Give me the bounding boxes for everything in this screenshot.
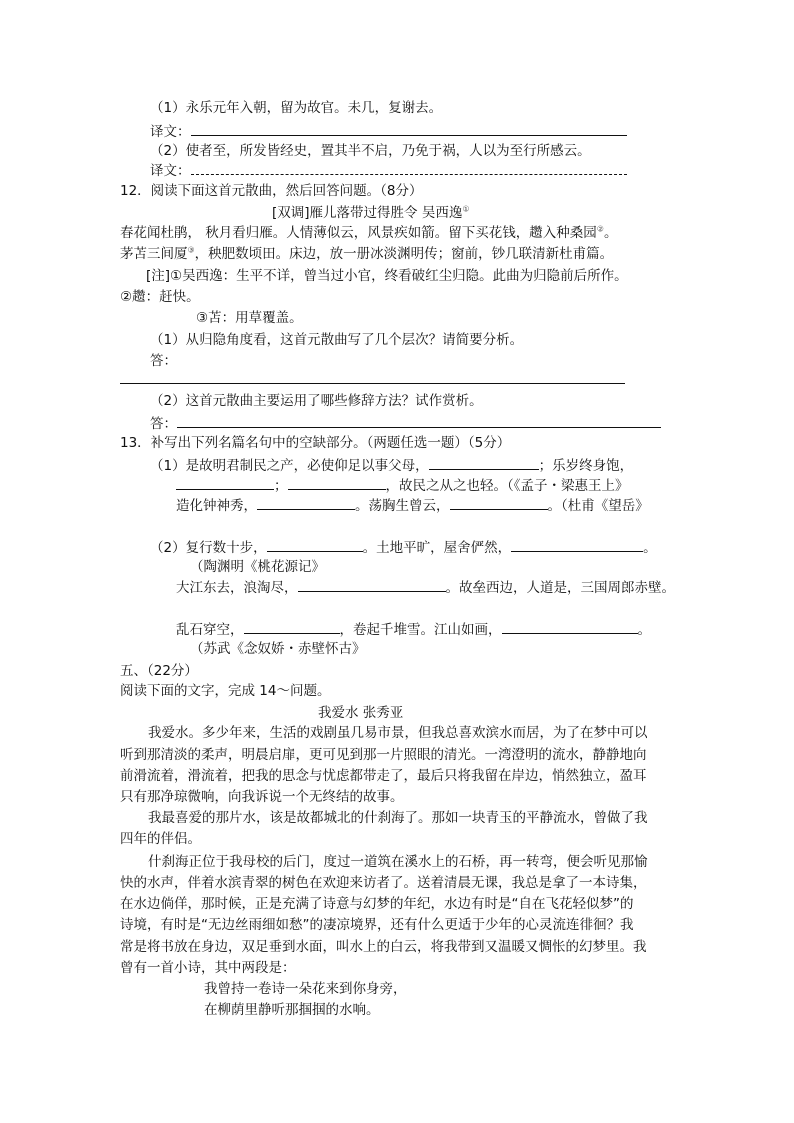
q13-line-3 bbox=[176, 494, 649, 517]
quote-text: 大江东去，浪淘尽， bbox=[176, 580, 298, 596]
translation-label: 译文： bbox=[150, 163, 191, 179]
blank[interactable] bbox=[176, 474, 274, 490]
essay-line: 我最喜爱的那片水，该是故都城北的什刹海了。那如一块青玉的平静流水，曾做了我 bbox=[148, 810, 648, 826]
answer-label: 答： bbox=[150, 416, 177, 432]
quote-text: ，卷起千堆雪。江山如画， bbox=[339, 622, 502, 638]
q12-sub-question-1: （1）从归隐角度看，这首元散曲写了几个层次？请简要分析。 bbox=[150, 332, 524, 348]
essay-line: 前滑流着，滑流着，把我的思念与忧虑都带走了，最后只将我留在岸边，悄然独立，盈耳 bbox=[120, 768, 647, 784]
q12-poem-title bbox=[272, 202, 470, 224]
blank[interactable] bbox=[502, 618, 638, 634]
q12-note-2: ②趱：赶快。 bbox=[120, 289, 200, 305]
quote-text: ，故民之从之也轻。（《孟子・梁惠王上》 bbox=[385, 478, 629, 494]
answer-line[interactable] bbox=[191, 120, 627, 136]
quote-text: 。 bbox=[643, 540, 657, 556]
poem-line: 我曾持一卷诗一朵花来到你身旁， bbox=[204, 981, 407, 997]
blank[interactable] bbox=[511, 536, 643, 552]
q12-answer-label-1: 答： bbox=[150, 353, 177, 369]
answer-line[interactable] bbox=[177, 412, 661, 428]
answer-line[interactable] bbox=[120, 383, 625, 384]
blank[interactable] bbox=[450, 494, 548, 510]
section-instruction: 阅读下面的文字，完成 14～问题。 bbox=[120, 683, 331, 699]
blank[interactable] bbox=[257, 494, 355, 510]
verse-text: ，秧肥数顷田。床边，放一册冰淡渊明传；窗前，钞几联清新杜甫篇。 bbox=[194, 246, 614, 262]
essay-line: 诗境，有时是“无边丝雨细如愁”的凄凉境界，还有什么更适于少年的心灵流连徘徊？我 bbox=[120, 917, 634, 933]
essay-line: 我爱水。多少年来，生活的戏剧虽几易市景，但我总喜欢滨水而居，为了在梦中可以 bbox=[148, 725, 648, 741]
essay-line: 曾有一首小诗，其中两段是： bbox=[120, 960, 296, 976]
blank[interactable] bbox=[267, 536, 363, 552]
essay-line: 快的水声，伴着水滨青翠的树色在欢迎来访者了。送着清晨无课，我总是拿了一本诗集， bbox=[120, 875, 647, 891]
blank[interactable] bbox=[244, 618, 340, 634]
verse-text: 茅苫三间厦 bbox=[120, 246, 188, 262]
q12-note-3: ③苫：用草覆盖。 bbox=[196, 310, 303, 326]
footnote-marker: ② bbox=[596, 224, 604, 234]
answer-line[interactable] bbox=[191, 162, 627, 175]
q11-translation-2 bbox=[150, 160, 627, 182]
q12-note-1: [注]①吴西逸：生平不详，曾当过小官，终看破红尘归隐。此曲为归隐前后所作。 bbox=[146, 268, 628, 284]
essay-line: 常是将书放在身边，双足垂到水面，叫水上的白云，将我带到又温暖又惆怅的幻梦里。我 bbox=[120, 939, 647, 955]
q13-line-6 bbox=[176, 576, 675, 599]
verse-text: 春花闻杜鹃， 秋月看归雁。人情薄似云，风景疾如箭。留下买花钱，趱入种桑园 bbox=[120, 225, 597, 241]
q13-source-2: （苏武《念奴娇・赤壁怀古》 bbox=[190, 641, 366, 657]
blank[interactable] bbox=[288, 474, 386, 490]
quote-text: 。（杜甫《望岳》 bbox=[547, 498, 649, 514]
essay-title: 我爱水 张秀亚 bbox=[318, 705, 404, 721]
essay-line: 只有那净琼微响，向我诉说一个无终结的故事。 bbox=[120, 789, 404, 805]
footnote-marker: ③ bbox=[187, 245, 195, 255]
q12-prompt: 12．阅读下面这首元散曲，然后回答问题。（8分） bbox=[120, 183, 423, 199]
quote-text: （1）是故明君制民之产，必使仰足以事父母， bbox=[150, 458, 429, 474]
quote-text: 。荡胸生曾云， bbox=[355, 498, 450, 514]
quote-text: 。故垒西边，人道是，三国周郎赤壁。 bbox=[445, 580, 675, 596]
quote-text: ；乐岁终身饱， bbox=[538, 458, 634, 474]
quote-text: 乱石穿空， bbox=[176, 622, 244, 638]
q12-verse-1 bbox=[120, 222, 617, 244]
q13-prompt: 13．补写出下列名篇名句中的空缺部分。（两题任选一题）（5分） bbox=[120, 435, 511, 451]
quote-text: ； bbox=[274, 478, 288, 494]
q12-sub-question-2: （2）这首元散曲主要运用了哪些修辞方法？试作赏析。 bbox=[150, 393, 483, 409]
essay-line: 四年的伴侣。 bbox=[120, 831, 201, 847]
verse-text: 。 bbox=[603, 225, 618, 241]
poem-title: [双调]雁儿落带过得胜令 吴西逸 bbox=[272, 205, 463, 221]
section-heading: 五、（22分） bbox=[120, 663, 198, 679]
essay-line: 什刹海正位于我母校的后门，度过一道筑在溪水上的石桥，再一转弯，便会听见那愉 bbox=[148, 854, 648, 870]
quote-text: 造化钟神秀， bbox=[176, 498, 257, 514]
q13-source-1: （陶渊明《桃花源记》 bbox=[190, 559, 325, 575]
q11-item-2: （2）使者至，所发皆经史，置其半不启，乃免于祸，人以为至行所感云。 bbox=[150, 143, 591, 159]
blank[interactable] bbox=[429, 454, 539, 470]
translation-label: 译文： bbox=[150, 124, 191, 140]
essay-line: 在水边倘佯，那时候，正是充满了诗意与幻梦的年纪，水边有时是“自在飞花轻似梦”的 bbox=[120, 896, 634, 912]
quote-text: 。土地平旷，屋舍俨然， bbox=[362, 540, 512, 556]
q12-verse-2 bbox=[120, 243, 613, 265]
essay-line: 听到那清淡的柔声，明晨启扉，更可见到那一片照眼的清光。一湾澄明的流水，静静地向 bbox=[120, 747, 647, 763]
blank[interactable] bbox=[298, 576, 446, 592]
quote-text: 。 bbox=[637, 622, 651, 638]
footnote-marker: ① bbox=[462, 204, 470, 214]
q11-item-1: （1）永乐元年入朝，留为故官。未几，复谢去。 bbox=[150, 100, 443, 116]
quote-text: （2）复行数十步， bbox=[150, 540, 267, 556]
poem-line: 在柳荫里静听那掴掴的水响。 bbox=[204, 1002, 380, 1018]
